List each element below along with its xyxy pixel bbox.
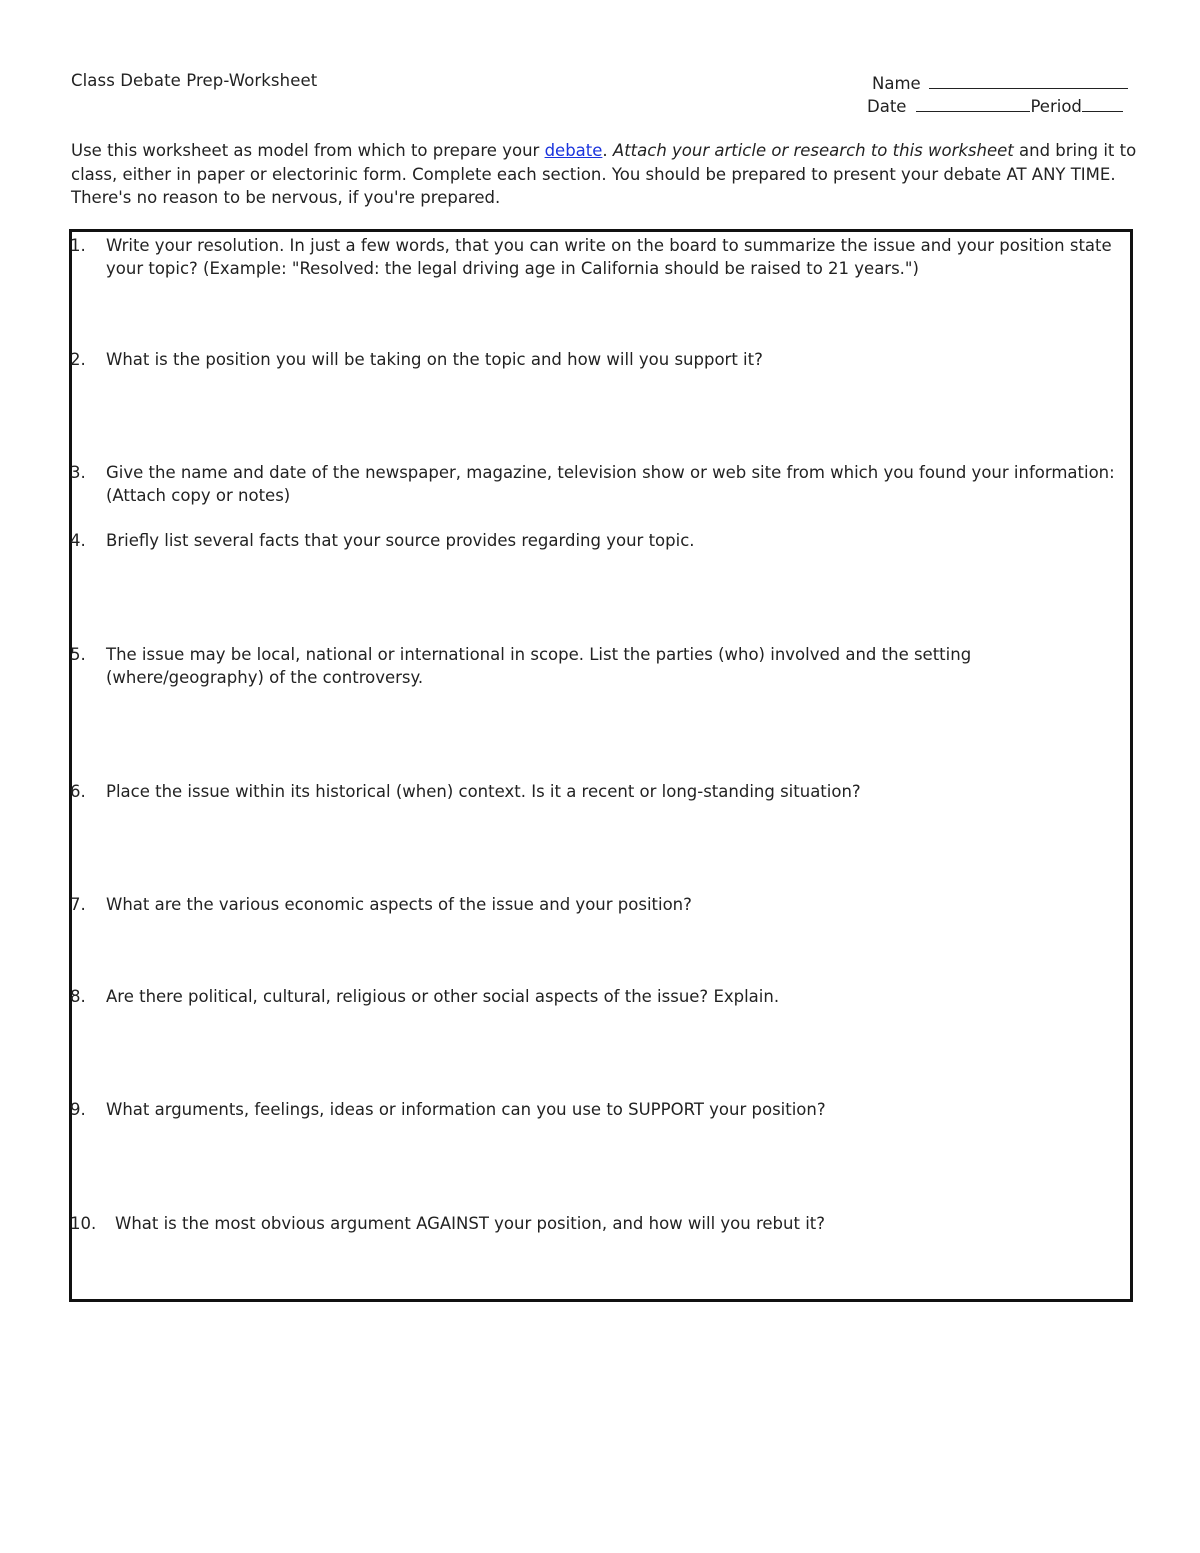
intro-text-2: . bbox=[602, 141, 613, 160]
question-item bbox=[72, 529, 1122, 552]
document-title: Class Debate Prep-Worksheet bbox=[71, 71, 318, 90]
question-text: Write your resolution. In just a few words, that you can write on the board to summarize the issue and your position state your topic? (Example: "Resolved: the legal driving age in California should be raised to 21 years.") bbox=[106, 236, 1112, 278]
question-text: The issue may be local, national or international in scope. List the parties (who) involved and the setting (where/geography) of the controversy. bbox=[106, 645, 972, 687]
questions-box bbox=[69, 229, 1133, 1302]
date-blank[interactable] bbox=[916, 94, 1030, 112]
question-number: 5. bbox=[70, 645, 86, 664]
question-number: 9. bbox=[70, 1100, 86, 1119]
name-field-row bbox=[872, 71, 1128, 93]
question-number: 3. bbox=[70, 463, 86, 482]
date-label: Date bbox=[867, 97, 907, 116]
date-period-row bbox=[867, 94, 1123, 116]
question-item bbox=[72, 1098, 1122, 1121]
question-item bbox=[72, 780, 1122, 803]
period-label: Period bbox=[1030, 97, 1082, 116]
question-item bbox=[72, 1212, 1122, 1235]
question-number: 7. bbox=[70, 895, 86, 914]
question-text: What are the various economic aspects of the issue and your position? bbox=[106, 895, 692, 914]
attach-instruction: Attach your article or research to this worksheet bbox=[612, 141, 1014, 160]
question-text: What is the position you will be taking on the topic and how will you support it? bbox=[106, 350, 763, 369]
question-number: 8. bbox=[70, 987, 86, 1006]
question-item bbox=[72, 985, 1122, 1008]
question-item bbox=[72, 643, 1122, 689]
debate-link[interactable]: debate bbox=[544, 141, 603, 160]
intro-text-3: and bring it to class, either in paper or electorinic form. Complete each section. You should be prepared to present your debate AT ANY TIME. There's no reason to be nervous, if you're prepared. bbox=[71, 141, 1137, 207]
question-text: Give the name and date of the newspaper, magazine, television show or web site from which you found your information: (Attach copy or notes) bbox=[106, 463, 1115, 505]
instructions-paragraph bbox=[71, 139, 1141, 210]
question-text: Briefly list several facts that your source provides regarding your topic. bbox=[106, 531, 695, 550]
question-number: 10. bbox=[70, 1214, 97, 1233]
question-text: Place the issue within its historical (when) context. Is it a recent or long-standing situation? bbox=[106, 782, 861, 801]
intro-text-1: Use this worksheet as model from which to prepare your bbox=[71, 141, 545, 160]
question-number: 2. bbox=[70, 350, 86, 369]
question-text: Are there political, cultural, religious or other social aspects of the issue? Explain. bbox=[106, 987, 780, 1006]
question-text: What arguments, feelings, ideas or information can you use to SUPPORT your position? bbox=[106, 1100, 826, 1119]
period-blank[interactable] bbox=[1082, 94, 1123, 112]
question-item bbox=[72, 234, 1122, 280]
question-number: 6. bbox=[70, 782, 86, 801]
question-item bbox=[72, 461, 1122, 507]
name-label: Name bbox=[872, 74, 921, 93]
question-text: What is the most obvious argument AGAINST your position, and how will you rebut it? bbox=[115, 1214, 825, 1233]
question-item bbox=[72, 893, 1122, 916]
question-number: 1. bbox=[70, 236, 86, 255]
question-number: 4. bbox=[70, 531, 86, 550]
question-item bbox=[72, 348, 1122, 371]
name-blank[interactable] bbox=[929, 71, 1128, 89]
